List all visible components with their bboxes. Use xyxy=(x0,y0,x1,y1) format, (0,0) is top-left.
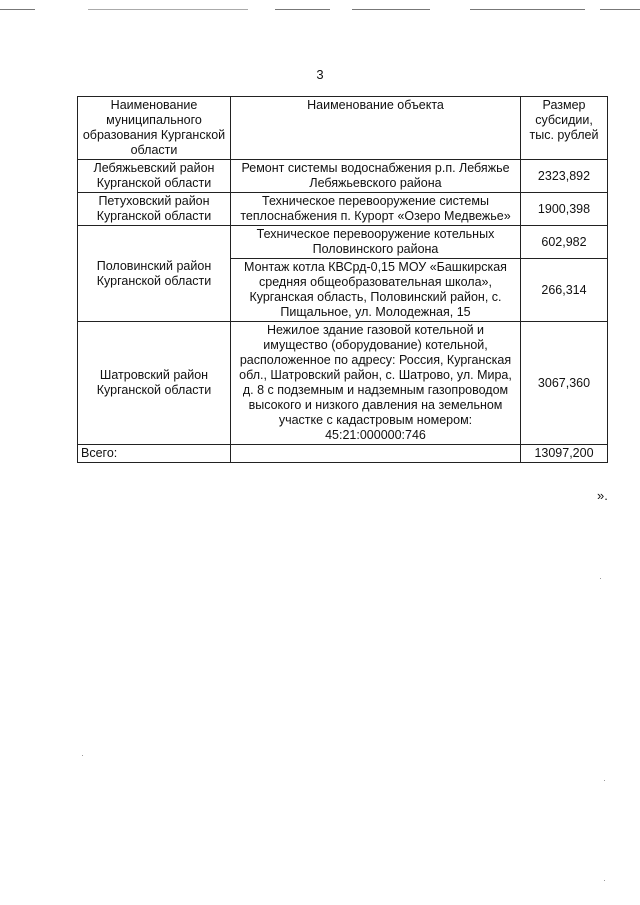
table-row xyxy=(78,160,608,193)
scan-artifact-line xyxy=(275,9,330,10)
object-cell: Ремонт системы водоснабжения р.п. Лебяжье Лебяжьевского района xyxy=(231,160,521,193)
object-cell: Нежилое здание газовой котельной и имущество (оборудование) котельной, расположенное по адресу: Россия, Курганская обл., Шатровский район, с. Шатрово, ул. Мира, д. 8 с подземным и надземным газопроводом высокого и низкого давления на земельном участке с кадастровым номером: 45:21:000000:746 xyxy=(231,322,521,445)
area-cell: Лебяжьевский район Курганской области xyxy=(78,160,231,193)
header-area: Наименование муниципального образования Курганской области xyxy=(78,97,231,160)
table-row xyxy=(78,193,608,226)
amount-cell: 602,982 xyxy=(521,226,608,259)
scan-speck xyxy=(604,880,605,881)
area-cell: Шатровский район Курганской области xyxy=(78,322,231,445)
area-cell: Половинский район Курганской области xyxy=(78,226,231,322)
object-cell: Техническое перевооружение системы теплоснабжения п. Курорт «Озеро Медвежье» xyxy=(231,193,521,226)
table-row xyxy=(78,322,608,445)
table-header-row xyxy=(78,97,608,160)
total-row xyxy=(78,445,608,463)
object-cell: Монтаж котла КВСрд-0,15 МОУ «Башкирская средняя общеобразовательная школа», Курганская область, Половинский район, с. Пищальное, ул. Молодежная, 15 xyxy=(231,259,521,322)
scan-speck xyxy=(82,755,83,756)
amount-cell: 1900,398 xyxy=(521,193,608,226)
scan-artifact-line xyxy=(0,9,35,10)
header-amount: Размер субсидии, тыс. рублей xyxy=(521,97,608,160)
scan-artifact-line xyxy=(600,9,640,10)
scan-speck xyxy=(604,780,605,781)
amount-cell: 3067,360 xyxy=(521,322,608,445)
table-row xyxy=(78,226,608,259)
scan-artifact-line xyxy=(470,9,585,10)
header-object: Наименование объекта xyxy=(231,97,521,160)
total-label: Всего: xyxy=(78,445,231,463)
scan-artifact-line xyxy=(88,9,248,10)
total-amount: 13097,200 xyxy=(521,445,608,463)
empty-cell xyxy=(231,445,521,463)
scan-speck xyxy=(600,578,601,579)
area-cell: Петуховский район Курганской области xyxy=(78,193,231,226)
page-number: 3 xyxy=(316,67,324,82)
amount-cell: 2323,892 xyxy=(521,160,608,193)
object-cell: Техническое перевооружение котельных Половинского района xyxy=(231,226,521,259)
subsidy-table xyxy=(77,96,608,463)
scan-artifact-line xyxy=(352,9,430,10)
closing-quote: ». xyxy=(597,488,608,503)
amount-cell: 266,314 xyxy=(521,259,608,322)
